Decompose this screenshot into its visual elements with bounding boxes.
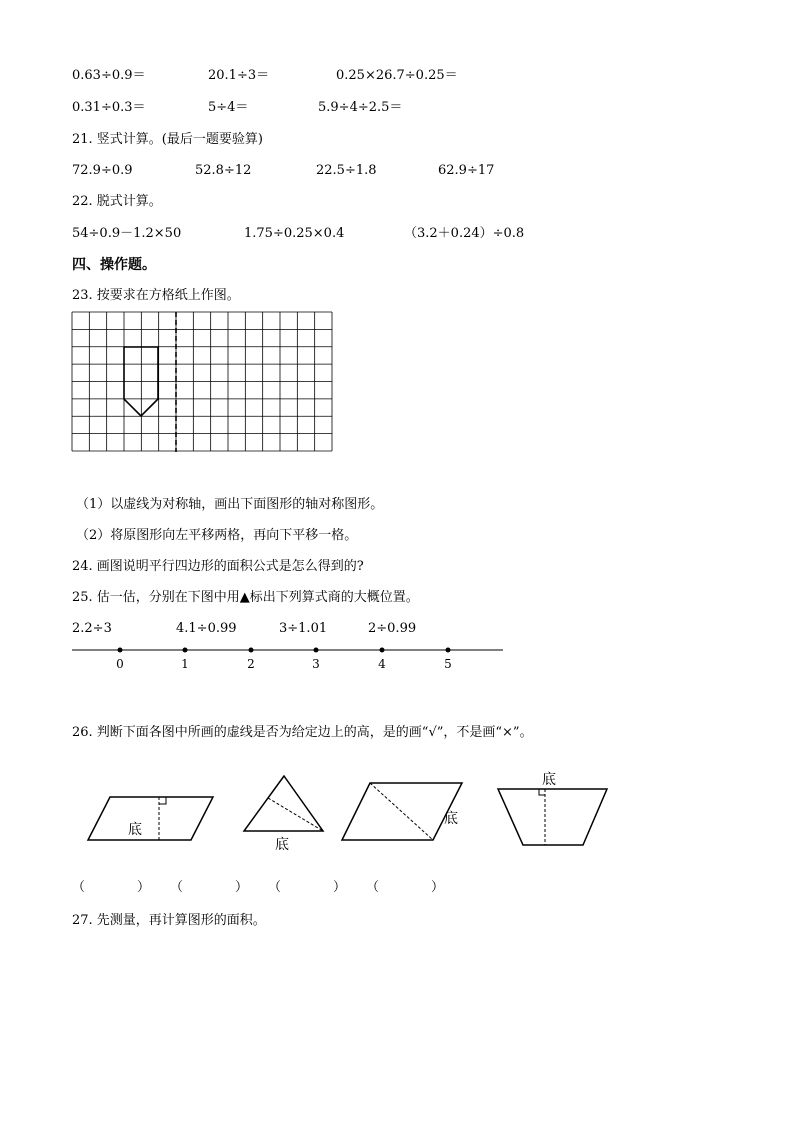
tick-label-3: 3 [312,657,320,671]
tick-label-0: 0 [116,657,124,671]
tick-label-2: 2 [247,657,255,671]
q27-title: 27. 先测量，再计算图形的面积。 [72,913,266,928]
figure-trapezoid [498,771,607,845]
q25-expr-2: 4.1÷0.99 [176,621,237,636]
expr-5-9-div-4-div-2-5: 5.9÷4÷2.5＝ [318,100,403,115]
figure-parallelogram-2 [342,783,462,840]
tick-dot-2 [249,648,254,653]
q21-item-4: 62.9÷17 [438,163,495,178]
answer-blank-4[interactable]: （ ） [366,880,445,895]
number-line [72,640,504,674]
base-label-1: 底 [128,822,142,838]
q25-title: 25. 估一估，分别在下图中用▲标出下列算式商的大概位置。 [72,590,419,605]
q22-item-2: 1.75÷0.25×0.4 [244,226,345,241]
q26-figures [80,765,640,857]
answer-blank-1[interactable]: （ ） [72,880,151,895]
q23-sub2: （2）将原图形向左平移两格，再向下平移一格。 [76,528,358,543]
base-label-3: 底 [444,811,458,827]
q22-item-1: 54÷0.9－1.2×50 [72,226,182,241]
tick-dot-0 [118,648,123,653]
tick-label-4: 4 [378,657,386,671]
base-label-4: 底 [542,772,556,788]
expr-0-25-times-26-7: 0.25×26.7÷0.25＝ [336,68,458,83]
tick-dot-5 [446,648,451,653]
q22-item-3: （3.2＋0.24）÷0.8 [404,226,525,241]
q21-item-1: 72.9÷0.9 [72,163,133,178]
base-label-2: 底 [275,837,289,853]
q23-title: 23. 按要求在方格纸上作图。 [72,288,240,303]
expr-0-63-div-0-9: 0.63÷0.9＝ [72,68,146,83]
q25-expr-1: 2.2÷3 [72,621,112,636]
figure-parallelogram-1 [88,797,213,840]
q22-title: 22. 脱式计算。 [72,194,162,209]
q23-sub1: （1）以虚线为对称轴，画出下面图形的轴对称图形。 [76,497,384,512]
q21-item-3: 22.5÷1.8 [316,163,377,178]
answer-blank-2[interactable]: （ ） [170,880,249,895]
section-heading: 四、操作题。 [72,257,156,273]
grid-paper [72,312,334,452]
expr-0-31-div-0-3: 0.31÷0.3＝ [72,100,146,115]
q25-expr-4: 2÷0.99 [368,621,417,636]
q24-title: 24. 画图说明平行四边形的面积公式是怎么得到的? [72,559,364,574]
expr-20-1-div-3: 20.1÷3＝ [208,68,270,83]
q21-item-2: 52.8÷12 [195,163,252,178]
q26-title: 26. 判断下面各图中所画的虚线是否为给定边上的高，是的画“√”，不是画“×”。 [72,725,533,740]
tick-dot-3 [314,648,319,653]
q25-expr-3: 3÷1.01 [279,621,328,636]
answer-blank-3[interactable]: （ ） [268,880,347,895]
tick-dot-4 [380,648,385,653]
tick-label-1: 1 [181,657,189,671]
tick-dot-1 [183,648,188,653]
figure-triangle [244,776,323,853]
tick-label-5: 5 [444,657,452,671]
q21-title: 21. 竖式计算。(最后一题要验算) [72,132,263,147]
expr-5-div-4: 5÷4＝ [208,100,249,115]
